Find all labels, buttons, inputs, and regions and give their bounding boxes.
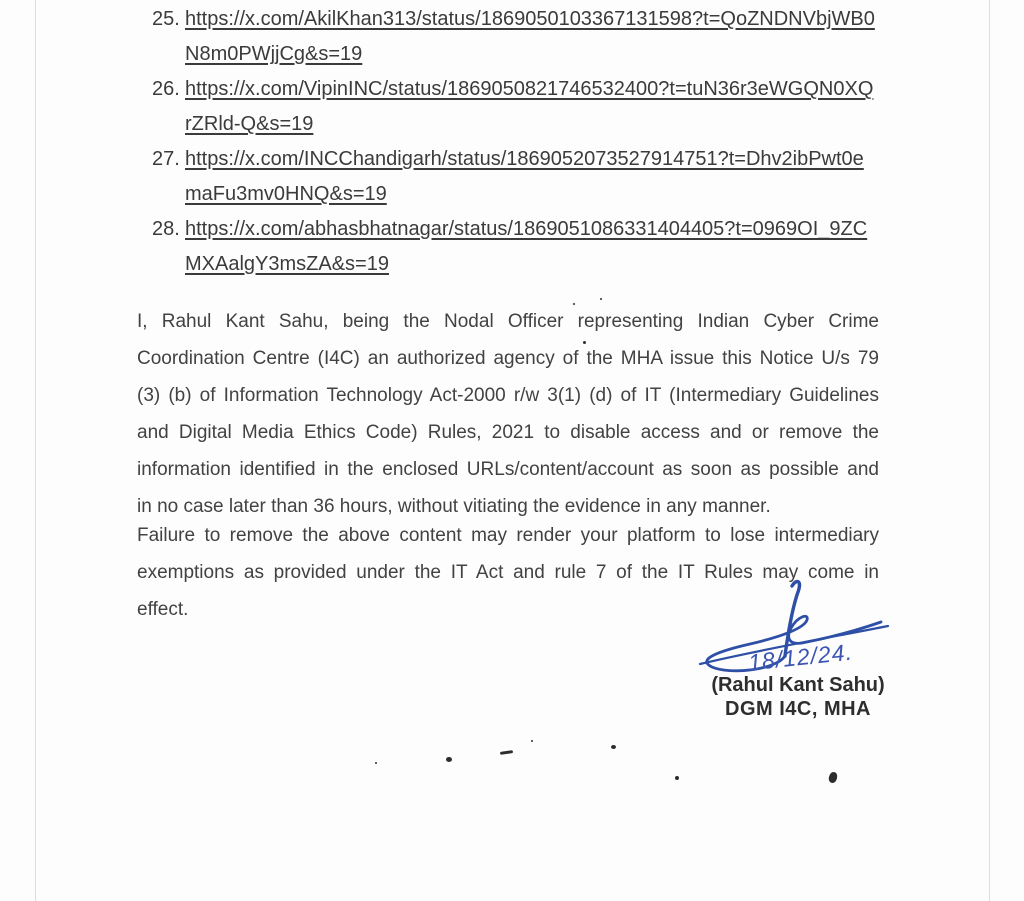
scan-speck (446, 757, 452, 762)
scan-speck (531, 740, 533, 742)
scan-speck (675, 776, 679, 780)
paragraph-line: I, Rahul Kant Sahu, being the Nodal Officer representing Indian Cyber Crime (137, 311, 879, 332)
signatory-name: (Rahul Kant Sahu) (711, 674, 885, 696)
list-item-number: 28. (152, 218, 180, 240)
scan-speck (828, 771, 839, 784)
paragraph-line: effect. (137, 599, 189, 620)
paragraph-line: and Digital Media Ethics Code) Rules, 2021 to disable access and or remove the (137, 422, 879, 443)
list-item-url: https://x.com/abhasbhatnagar/status/1869051086331404405?t=0969OI_9ZCMXAalgY3msZA&s=19 (185, 218, 868, 275)
scan-speck (611, 745, 616, 749)
handwritten-date: 18/12/24. (746, 638, 854, 676)
paragraph-line: in no case later than 36 hours, without vitiating the evidence in any manner. (137, 496, 771, 517)
scan-speck (583, 341, 586, 344)
paragraph-line: (3) (b) of Information Technology Act-2000 r/w 3(1) (d) of IT (Intermediary Guidelines (137, 385, 879, 406)
list-item-number: 27. (152, 148, 180, 170)
notice-paragraph (137, 303, 879, 525)
list-item-number: 25. (152, 8, 180, 30)
scan-edge-line-left (35, 0, 36, 901)
paragraph-line: information identified in the enclosed URLs/content/account as soon as possible and (137, 459, 879, 480)
paragraph-line: Failure to remove the above content may render your platform to lose intermediary (137, 525, 879, 546)
list-item (152, 2, 875, 72)
scan-speck (500, 750, 513, 755)
list-item-url: https://x.com/AkilKhan313/status/1869050103367131598?t=QoZNDNVbjWB0N8m0PWjjCg&s=19 (185, 8, 875, 65)
list-item-url: https://x.com/VipinINC/status/1869050821746532400?t=tuN36r3eWGQN0XQrZRld-Q&s=19 (185, 78, 874, 135)
scan-speck (600, 298, 602, 300)
paragraph-line: Coordination Centre (I4C) an authorized agency of the MHA issue this Notice U/s 79 (137, 348, 879, 369)
scan-speck (375, 762, 377, 764)
list-item-number: 26. (152, 78, 180, 100)
list-item (152, 142, 875, 212)
list-item (152, 72, 875, 142)
url-list (152, 2, 875, 282)
scan-speck (573, 303, 575, 305)
paragraph-line: exemptions as provided under the IT Act and rule 7 of the IT Rules may come in (137, 562, 879, 583)
list-item-url: https://x.com/INCChandigarh/status/1869052073527914751?t=Dhv2ibPwt0emaFu3mv0HNQ&s=19 (185, 148, 864, 205)
signatory-title: DGM I4C, MHA (725, 698, 871, 720)
scan-edge-line-right (989, 0, 990, 901)
signatory-block (698, 673, 898, 721)
list-item (152, 212, 875, 282)
